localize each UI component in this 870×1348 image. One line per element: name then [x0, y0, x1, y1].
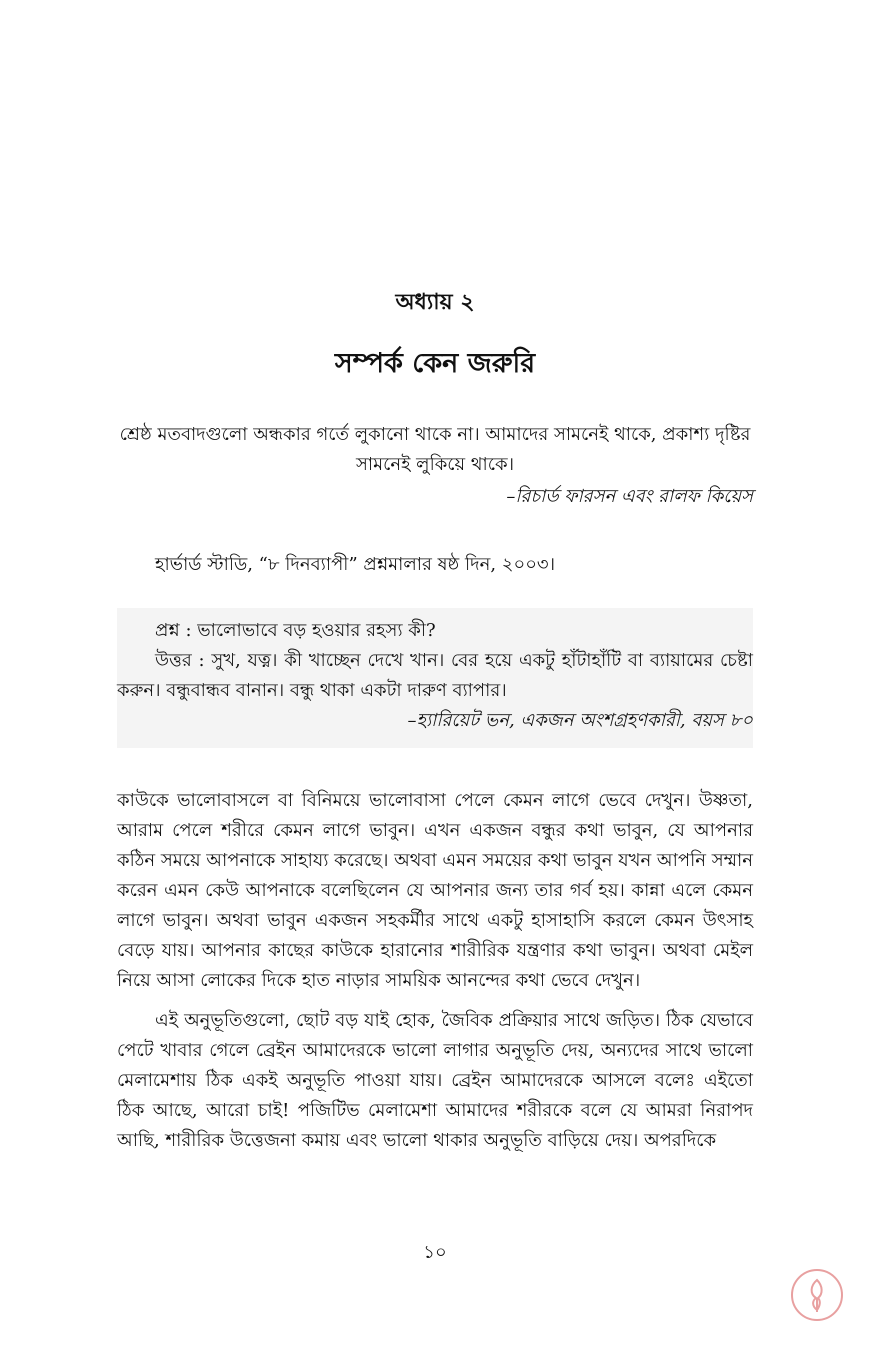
- epigraph-attribution: –রিচার্ড ফারসন এবং রালফ কিয়েস: [506, 486, 753, 507]
- qa-answer: উত্তর : সুখ, যত্ন। কী খাচ্ছেন দেখে খান। বের হয়ে একটু হাঁটাহাঁটি বা ব্যায়ামের চেষ্টা করুন। বন্ধুবান্ধব বানান। বন্ধু থাকা একটা দারুণ ব্যাপার।: [117, 650, 753, 701]
- body-text: [117, 786, 753, 1156]
- chapter-title: সম্পর্ক কেন জরুরি: [334, 348, 536, 379]
- chapter-label: অধ্যায় ২: [395, 289, 475, 315]
- qa-box: [117, 608, 753, 748]
- publisher-logo-icon: [790, 1268, 844, 1322]
- body-paragraph-2: এই অনুভূতিগুলো, ছোট বড় যাই হোক, জৈবিক প্রক্রিয়ার সাথে জড়িত। ঠিক যেভাবে পেটে খাবার গেলে ব্রেইন আমাদেরকে ভালো লাগার অনুভূতি দেয়, অন্যদের সাথে ভালো মেলামেশায় ঠিক একই অনুভূতি পাওয়া যায়। ব্রেইন আমাদেরকে আসলে বলেঃ এইতো ঠিক আছে, আরো চাই! পজিটিভ মেলামেশা আমাদের শরীরকে বলে যে আমরা নিরাপদ আছি, শারীরিক উত্তেজনা কমায় এবং ভালো থাকার অনুভূতি বাড়িয়ে দেয়। অপরদিকে: [117, 1010, 753, 1151]
- epigraph: [117, 420, 753, 512]
- qa-attribution: –হ্যারিয়েট ভন, একজন অংশগ্রহণকারী, বয়স ৮০: [407, 710, 753, 731]
- study-line: হার্ভার্ড স্টাডি, “৮ দিনব্যাপী” প্রশ্নমালার ষষ্ঠ দিন, ২০০৩।: [155, 554, 556, 575]
- page-number: ১০: [423, 1242, 447, 1263]
- qa-question: প্রশ্ন : ভালোভাবে বড় হওয়ার রহস্য কী?: [155, 620, 436, 641]
- book-page: [117, 0, 753, 1348]
- body-paragraph-1: কাউকে ভালোবাসলে বা বিনিময়ে ভালোবাসা পেলে কেমন লাগে ভেবে দেখুন। উষ্ণতা, আরাম পেলে শরীরে কেমন লাগে ভাবুন। এখন একজন বন্ধুর কথা ভাবুন, যে আপনার কঠিন সময়ে আপনাকে সাহায্য করেছে। অথবা এমন সময়ের কথা ভাবুন যখন আপনি সম্মান করেন এমন কেউ আপনাকে বলেছিলেন যে আপনার জন্য তার গর্ব হয়। কান্না এলে কেমন লাগে ভাবুন। অথবা ভাবুন একজন সহকর্মীর সাথে একটু হাসাহাসি করলে কেমন উৎসাহ বেড়ে যায়। আপনার কাছের কাউকে হারানোর শারীরিক যন্ত্রণার কথা ভাবুন। অথবা মেইল নিয়ে আসা লোকের দিকে হাত নাড়ার সাময়িক আনন্দের কথা ভেবে দেখুন।: [117, 790, 753, 991]
- epigraph-quote: শ্রেষ্ঠ মতবাদগুলো অন্ধকার গর্তে লুকানো থাকে না। আমাদের সামনেই থাকে, প্রকাশ্য দৃষ্টির সামনেই লুকিয়ে থাকে।: [119, 424, 751, 475]
